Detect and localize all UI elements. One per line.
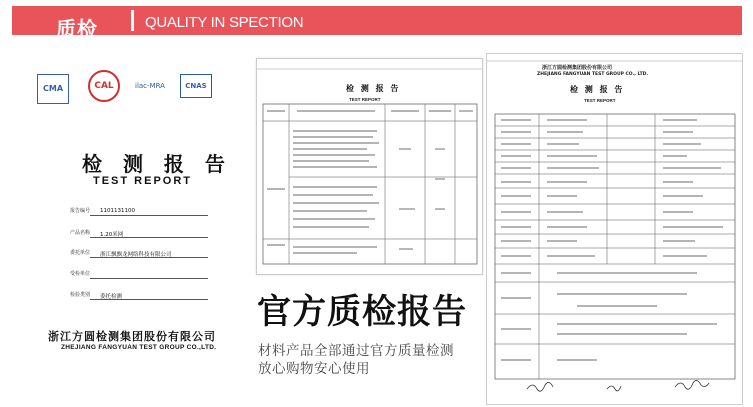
report1-table [257,59,482,274]
report2-company-cn: 浙江方圆检测集团股份有限公司 [542,65,613,71]
field-label: 检验类别 [70,292,91,298]
ilac-mra-logo: ilac-MRA [135,82,165,90]
cnas-logo: CNAS [180,74,212,98]
field-label: 受检单位 [70,271,91,277]
report1-title-cn: 检 测 报 告 [346,84,401,93]
header-divider [131,10,134,31]
report-page-2 [486,53,743,405]
main-subtitle-1: 材料产品全部通过官方质量检测 [258,343,454,359]
field-line [90,215,208,216]
company-name-cn: 浙江方圆检测集团股份有限公司 [48,330,216,343]
report2-table [487,54,742,404]
field-value: 1.20米网 [100,232,124,238]
report2-title-cn: 检 测 报 告 [570,85,625,94]
header-title-en: QUALITY IN SPECTION [145,14,304,31]
field-value: 委托检测 [100,294,123,300]
field-value: 1101131100 [100,208,135,214]
main-subtitle-2: 放心购物安心使用 [258,361,370,377]
report-cover [30,68,250,368]
field-label: 产品名称 [70,230,91,236]
cma-logo: CMA [37,74,69,104]
cover-title-cn: 检 测 报 告 [82,152,232,176]
field-label: 报告编号 [70,208,91,214]
header-title-cn: 质检 [56,17,98,41]
report2-title-en: TEST REPORT [584,98,616,103]
report-page-1 [256,58,483,275]
report2-company-en: ZHEJIANG FANGYUAN TEST GROUP CO., LTD. [537,72,649,77]
section-header [0,0,753,40]
field-label: 委托单位 [70,250,91,256]
cal-logo: CAL [88,70,120,102]
header-bar [12,6,742,41]
field-line [90,278,208,279]
company-name-en: ZHEJIANG FANGYUAN TEST GROUP CO.,LTD. [61,344,217,351]
field-value: 浙江飘飘龙网络科技有限公司 [100,252,172,258]
main-title: 官方质检报告 [257,292,467,332]
cover-title-en: TEST REPORT [93,175,193,187]
report1-title-en: TEST REPORT [349,97,381,102]
